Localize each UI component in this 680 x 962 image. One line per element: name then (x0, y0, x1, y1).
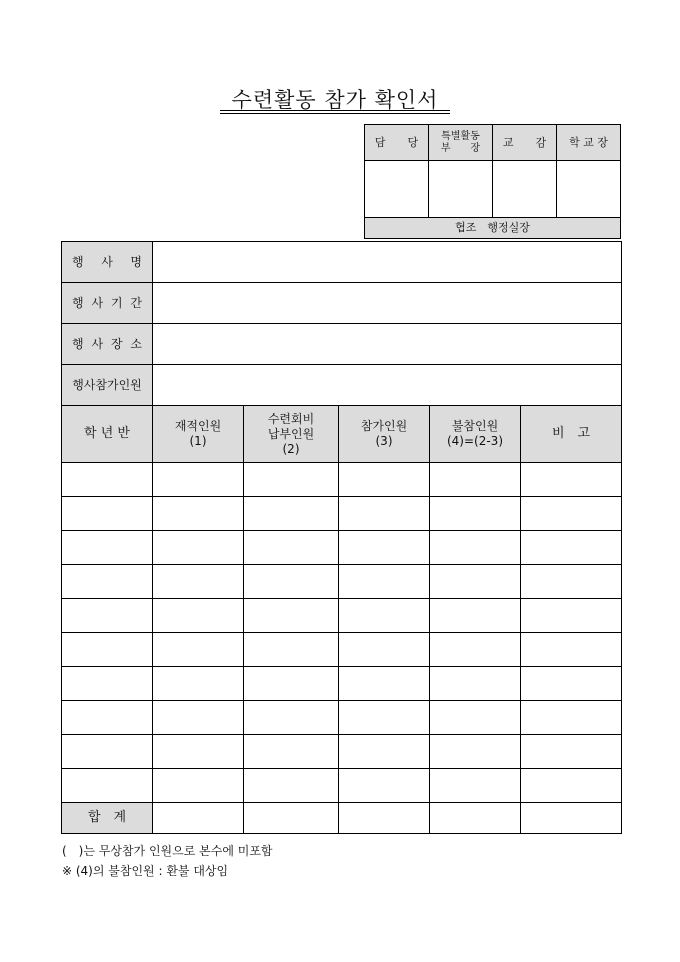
header-absent: 불참인원 (4)=(2-3) (430, 406, 521, 463)
cell-class[interactable] (62, 667, 153, 701)
cell-fee-paid[interactable] (244, 565, 339, 599)
cell-class[interactable] (62, 633, 153, 667)
table-row (62, 599, 622, 633)
cell-attending[interactable] (339, 599, 430, 633)
cell-enrolled[interactable] (153, 667, 244, 701)
table-row (62, 633, 622, 667)
cell-class[interactable] (62, 497, 153, 531)
event-period-field[interactable] (153, 283, 622, 324)
header-fee-paid: 수련회비 납부인원 (2) (244, 406, 339, 463)
approval-header-vice-principal: 교 감 (493, 125, 557, 161)
title-underline-second (220, 113, 450, 114)
cell-absent[interactable] (430, 463, 521, 497)
cell-remarks[interactable] (521, 769, 622, 803)
header-enrolled: 재적인원 (1) (153, 406, 244, 463)
table-row (62, 701, 622, 735)
cell-fee-paid[interactable] (244, 769, 339, 803)
event-period-label: 행 사 기 간 (62, 283, 153, 324)
event-place-label: 행 사 장 소 (62, 324, 153, 365)
header-row (62, 406, 622, 463)
cell-attending[interactable] (339, 463, 430, 497)
event-participants-label: 행사참가인원 (62, 365, 153, 406)
cell-absent[interactable] (430, 701, 521, 735)
header-remarks: 비 고 (521, 406, 622, 463)
cell-attending[interactable] (339, 769, 430, 803)
cell-absent[interactable] (430, 599, 521, 633)
approval-box (364, 124, 621, 239)
cell-enrolled[interactable] (153, 497, 244, 531)
cell-remarks[interactable] (521, 735, 622, 769)
cell-enrolled[interactable] (153, 633, 244, 667)
cell-fee-paid[interactable] (244, 701, 339, 735)
document-title: 수련활동 참가 확인서 (231, 88, 439, 112)
approval-header-manager: 담 당 (365, 125, 429, 161)
cell-remarks[interactable] (521, 633, 622, 667)
cell-remarks[interactable] (521, 599, 622, 633)
cell-class[interactable] (62, 565, 153, 599)
cell-fee-paid[interactable] (244, 531, 339, 565)
event-participants-field[interactable] (153, 365, 622, 406)
table-row (62, 769, 622, 803)
footnote-free-participants: ( )는 무상참가 인원으로 본수에 미포함 (62, 844, 273, 858)
total-label: 합 계 (62, 803, 153, 834)
cell-absent[interactable] (430, 769, 521, 803)
total-attending[interactable] (339, 803, 430, 834)
cell-attending[interactable] (339, 497, 430, 531)
event-row-period (62, 283, 622, 324)
event-name-label: 행 사 명 (62, 242, 153, 283)
cell-fee-paid[interactable] (244, 633, 339, 667)
total-enrolled[interactable] (153, 803, 244, 834)
cell-enrolled[interactable] (153, 565, 244, 599)
cell-remarks[interactable] (521, 531, 622, 565)
event-row-place (62, 324, 622, 365)
footnote-refund: ※ (4)의 불참인원 : 환불 대상임 (62, 864, 229, 878)
cell-enrolled[interactable] (153, 701, 244, 735)
cell-enrolled[interactable] (153, 599, 244, 633)
cell-fee-paid[interactable] (244, 497, 339, 531)
total-row (62, 803, 622, 834)
table-row (62, 667, 622, 701)
cell-class[interactable] (62, 735, 153, 769)
cell-fee-paid[interactable] (244, 667, 339, 701)
table-row (62, 735, 622, 769)
event-name-field[interactable] (153, 242, 622, 283)
total-fee-paid[interactable] (244, 803, 339, 834)
table-row (62, 565, 622, 599)
signature-cell-manager[interactable] (365, 161, 429, 218)
cell-enrolled[interactable] (153, 463, 244, 497)
signature-cell-principal[interactable] (557, 161, 621, 218)
table-row (62, 463, 622, 497)
approval-header-activity-head: 특별활동 부 장 (429, 125, 493, 161)
header-class: 학 년 반 (62, 406, 153, 463)
cell-class[interactable] (62, 599, 153, 633)
cell-absent[interactable] (430, 633, 521, 667)
cell-attending[interactable] (339, 701, 430, 735)
event-row-name (62, 242, 622, 283)
cell-remarks[interactable] (521, 463, 622, 497)
cell-attending[interactable] (339, 565, 430, 599)
signature-cell-activity-head[interactable] (429, 161, 493, 218)
cooperation-admin-chief: 협조 행정실장 (365, 218, 621, 239)
approval-header-principal: 학 교 장 (557, 125, 621, 161)
cell-class[interactable] (62, 769, 153, 803)
total-absent[interactable] (430, 803, 521, 834)
cell-fee-paid[interactable] (244, 463, 339, 497)
header-attending: 참가인원 (3) (339, 406, 430, 463)
cell-absent[interactable] (430, 735, 521, 769)
cell-remarks[interactable] (521, 565, 622, 599)
cell-class[interactable] (62, 701, 153, 735)
cell-attending[interactable] (339, 633, 430, 667)
table-row (62, 497, 622, 531)
cell-attending[interactable] (339, 531, 430, 565)
cell-absent[interactable] (430, 497, 521, 531)
event-row-participants (62, 365, 622, 406)
cell-fee-paid[interactable] (244, 735, 339, 769)
cell-enrolled[interactable] (153, 531, 244, 565)
title-underline (220, 110, 450, 111)
cell-absent[interactable] (430, 667, 521, 701)
signature-cell-vice-principal[interactable] (493, 161, 557, 218)
cell-attending[interactable] (339, 735, 430, 769)
cell-enrolled[interactable] (153, 735, 244, 769)
cell-absent[interactable] (430, 531, 521, 565)
total-remarks[interactable] (521, 803, 622, 834)
cell-remarks[interactable] (521, 701, 622, 735)
cell-absent[interactable] (430, 565, 521, 599)
cell-remarks[interactable] (521, 497, 622, 531)
table-row (62, 531, 622, 565)
cell-enrolled[interactable] (153, 769, 244, 803)
cell-attending[interactable] (339, 667, 430, 701)
cell-class[interactable] (62, 463, 153, 497)
participation-form-table (61, 241, 622, 834)
event-place-field[interactable] (153, 324, 622, 365)
cell-remarks[interactable] (521, 667, 622, 701)
cell-fee-paid[interactable] (244, 599, 339, 633)
cell-class[interactable] (62, 531, 153, 565)
